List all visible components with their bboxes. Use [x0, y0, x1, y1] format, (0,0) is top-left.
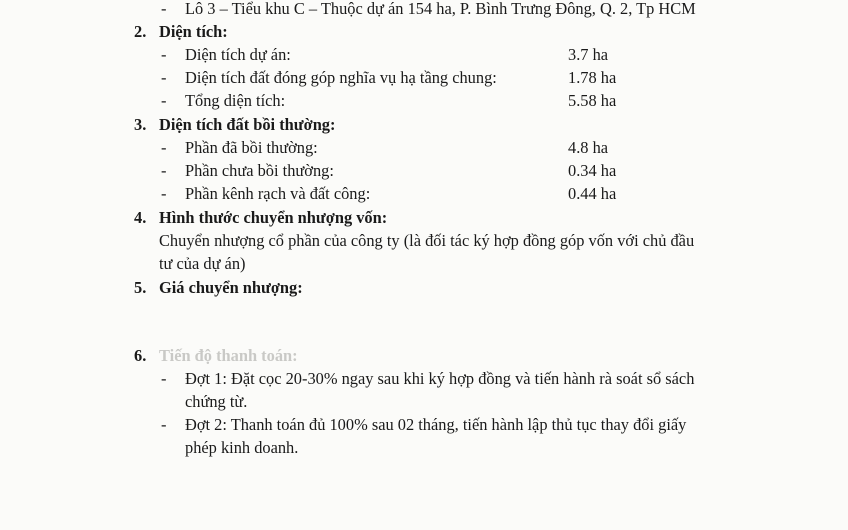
section-6-number: 6. — [134, 346, 147, 365]
section-5-title: Giá chuyển nhượng: — [159, 278, 303, 297]
row-label: Tổng diện tích: — [185, 91, 286, 110]
section-4-number: 4. — [134, 208, 147, 227]
bullet-dash: - — [161, 415, 167, 434]
payment-item-1-line1: Đợt 1: Đặt cọc 20-30% ngay sau khi ký hợp đồng và tiến hành rà soát sổ sách — [185, 369, 695, 388]
row-value: 5.58 ha — [568, 91, 617, 110]
location-line: Lô 3 – Tiểu khu C – Thuộc dự án 154 ha, P. Bình Trưng Đông, Q. 2, Tp HCM — [185, 0, 696, 18]
row-label: Phần kênh rạch và đất công: — [185, 184, 371, 203]
row-label: Phần chưa bồi thường: — [185, 161, 334, 180]
row-value: 0.34 ha — [568, 161, 617, 180]
row-value: 3.7 ha — [568, 45, 609, 64]
bullet-dash: - — [161, 45, 167, 64]
section-4-text-line2: tư của dự án) — [159, 254, 246, 273]
row-value: 1.78 ha — [568, 68, 617, 87]
row-label: Diện tích đất đóng góp nghĩa vụ hạ tầng chung: — [185, 68, 497, 87]
section-4-text-line1: Chuyển nhượng cổ phần của công ty (là đối tác ký hợp đồng góp vốn với chủ đầu — [159, 231, 695, 250]
section-3-number: 3. — [134, 115, 147, 134]
bullet-dash: - — [161, 184, 167, 203]
payment-item-2-line1: Đợt 2: Thanh toán đủ 100% sau 02 tháng, tiến hành lập thủ tục thay đổi giấy — [185, 415, 687, 434]
bullet-dash: - — [161, 0, 167, 18]
bullet-dash: - — [161, 161, 167, 180]
section-5-number: 5. — [134, 278, 147, 297]
section-2-number: 2. — [134, 22, 147, 41]
section-3-title: Diện tích đất bồi thường: — [159, 115, 336, 134]
bullet-dash: - — [161, 369, 167, 388]
section-2-title: Diện tích: — [159, 22, 228, 41]
row-label: Phần đã bồi thường: — [185, 138, 318, 157]
row-value: 0.44 ha — [568, 184, 617, 203]
bullet-dash: - — [161, 138, 167, 157]
row-label: Diện tích dự án: — [185, 45, 291, 64]
row-value: 4.8 ha — [568, 138, 609, 157]
payment-item-2-line2: phép kinh doanh. — [185, 438, 299, 457]
section-4-title: Hình thước chuyển nhượng vốn: — [159, 208, 388, 227]
bullet-dash: - — [161, 68, 167, 87]
bullet-dash: - — [161, 91, 167, 110]
section-6-title: Tiến độ thanh toán: — [159, 346, 298, 365]
payment-item-1-line2: chứng từ. — [185, 392, 248, 411]
